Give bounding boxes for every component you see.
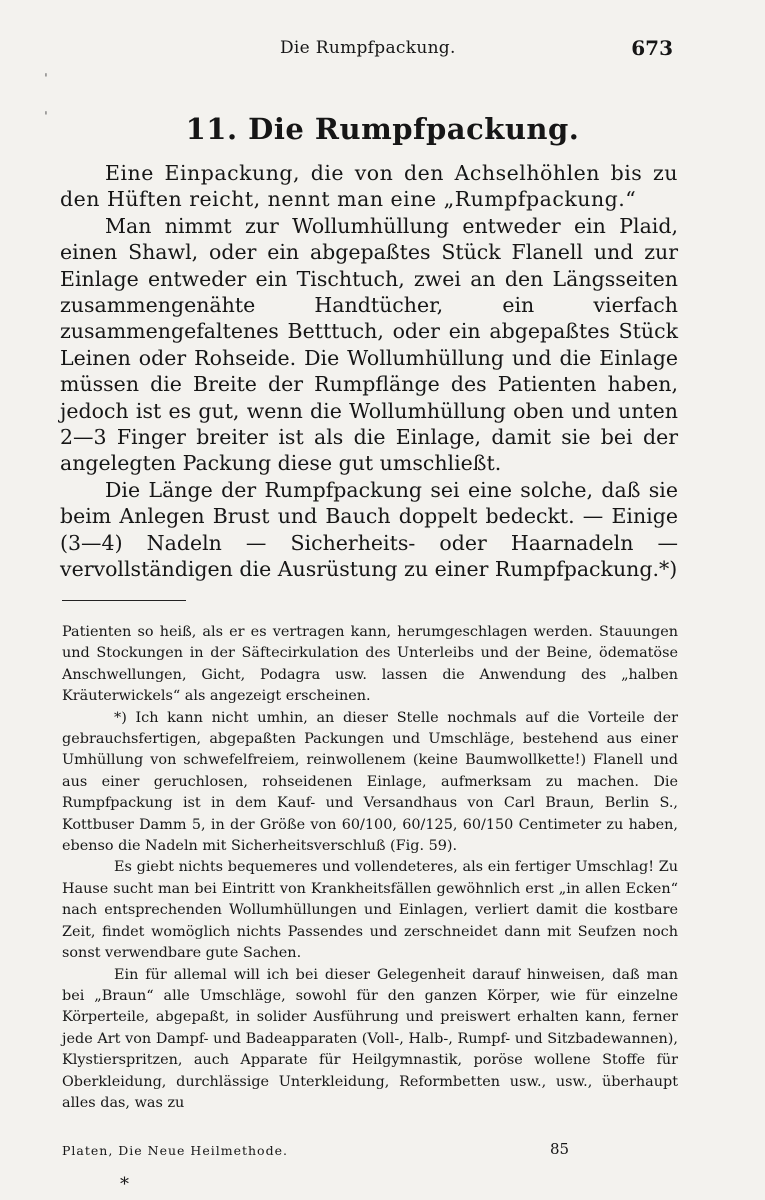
footnote-paragraph: Es giebt nichts bequemeres und vollendeteres, als ein fertiger Umschlag! Zu Hause sucht man bei Eintritt von Krankheitsfällen gewöhnlich erst „in allen Ecken“ nach entsprechenden Wollumhüllungen und Einlagen, verliert damit die kostbare Zeit, findet womöglich nichts Passendes und zerschneidet dann mit Seufzen noch sonst verwendbare gute Sachen.	[62, 859, 678, 962]
printer-signature-line	[62, 1140, 602, 1164]
paragraph: Eine Einpackung, die von den Achselhöhlen bis zu den Hüften reicht, nennt man eine „Rumpfpackung.“	[60, 161, 678, 212]
footnote: *) Ich kann nicht umhin, an dieser Stelle nochmals auf die Vorteile der gebrauchsfertigen, abgepaßten Packungen und Umschläge, bestehend aus einer Umhüllung von schwefelfreiem, reinwollenem (keine Baumwollkette!) Flanell und aus einer geruchlosen, rohseidenen Einlage, aufmerksam zu machen. Die Rumpfpackung ist in dem Kauf- und Versandhaus von Carl Braun, Berlin S., Kottbuser Damm 5, in der Größe von 60/100, 60/125, 60/150 Centimeter zu haben, ebenso die Nadeln mit Sicherheitsverschluß (Fig. 59).	[62, 709, 678, 855]
footnote-paragraph: Ein für allemal will ich bei dieser Gelegenheit darauf hinweisen, daß man bei „Braun“ alle Umschläge, sowohl für den ganzen Körper, wie für einzelne Körperteile, abgepaßt, in solider Ausführung und preiswert erhalten kann, ferner jede Art von Dampf- und Badeapparaten (Voll-, Halb-, Rumpf- und Sitzbadewannen), Klystierspritzen, auch Apparate für Heilgymnastik, poröse wollene Stoffe für Oberkleidung, durchlässige Unterkleidung, Reformbetten usw., usw., überhaupt alles das, was zu	[62, 966, 678, 1111]
main-text	[60, 160, 678, 583]
signature-number: 85	[550, 1140, 570, 1158]
footnote-continuation: Patienten so heiß, als er es vertragen kann, herumgeschlagen werden. Stauungen und Stockungen in der Säftecirkulation des Unterleibs und der Beine, ödematöse Anschwellungen, Gicht, Podagra usw. lassen die Anwendung des „halben Kräuterwickels“ als angezeigt erscheinen.	[62, 624, 678, 705]
page-number: 673	[631, 36, 673, 60]
margin-tick: ˈ	[44, 110, 48, 126]
paragraph: Die Länge der Rumpfpackung sei eine solche, daß sie beim Anlegen Brust und Bauch doppelt bedeckt. — Einige (3—4) Nadeln — Sicherheits- oder Haarnadeln — vervollständigen die Ausrüstung zu einer Rumpfpackung.*)	[60, 477, 678, 582]
running-title: Die Rumpfpackung.	[280, 38, 456, 58]
printer-signature: Platen, Die Neue Heilmethode.	[62, 1143, 288, 1158]
margin-tick: ˈ	[44, 72, 48, 88]
paragraph: Man nimmt zur Wollumhüllung entweder ein Plaid, einen Shawl, oder ein abgepaßtes Stück Flanell und zur Einlage entweder ein Tischtuch, zwei an den Längsseiten zusammengenähte Handtücher, ein vierfach zusammengefaltenes Betttuch, oder ein abgepaßtes Stück Leinen oder Rohseide. Die Wollumhüllung und die Einlage müssen die Breite der Rumpflänge des Patienten haben, jedoch ist es gut, wenn die Wollumhüllung oben und unten 2—3 Finger breiter ist als die Einlage, damit sie bei der angelegten Packung diese gut umschließt.	[60, 213, 678, 476]
signature-mark: *	[120, 1174, 129, 1195]
running-header	[0, 36, 765, 64]
chapter-title: 11. Die Rumpfpackung.	[185, 112, 580, 146]
footnote-divider	[62, 600, 186, 601]
footnotes	[62, 622, 678, 1114]
